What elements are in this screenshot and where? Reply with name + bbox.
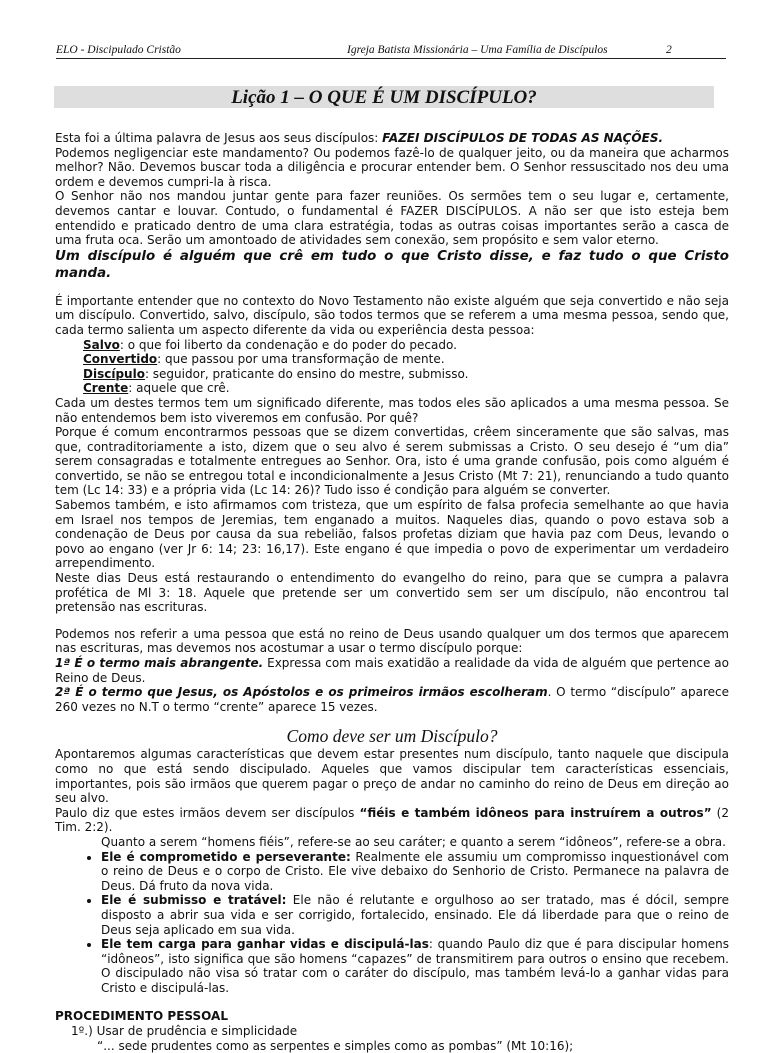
section-subtitle: Como deve ser um Discípulo? [286,726,498,747]
paragraph: Apontaremos algumas características que devem estar presentes num discípulo, tanto naquele que discipula como no que está sendo discipulado. Aqueles que vamos discipular tem características essenciais, importantes, pois são irmãos que querem pagar o preço de andar no caminho do reino de Deus em direção ao seu alvo. [55,747,729,806]
page-number: 2 [666,44,672,56]
paragraph: Cada um destes termos tem um significado diferente, mas todos eles são aplicados a uma mesma pessoa. Se não entendemos bem isto viveremos em confusão. Por quê? [55,395,729,425]
paragraph: Porque é comum encontrarmos pessoas que se dizem convertidas, crêem sinceramente que são salvas, mas que, contraditoriamente a isto, dizem que o seu alvo é serem submissas a Cristo. O seu desejo é “um dia” serem consagradas e totalmente entregues ao Senhor. Ora, isto é uma grande confusão, pois como alguém é convertido, se não se entregou total e incondicionalmente a Jesus Cristo (Mt 7: 21), renunciando a tudo quanto tem (Lc 14: 33) e a própria vida (Lc 14: 26)? Tudo isso é condição para alguém se converter. [55,425,729,498]
command-emphasis: FAZEI DISCÍPULOS DE TODAS AS NAÇÕES. [382,131,664,145]
header-left: ELO - Discipulado Cristão [56,44,181,56]
paragraph: Sabemos também, e isto afirmamos com tristeza, que um espírito de falsa profecia semelhante ao que havia em Israel nos tempos de Jeremias, tem enganado a muitos. Naqueles dias, quando o povo estava sob a condenação de Deus por causa da sua rebelião, falsos profetas diziam que havia paz com Deus, levando o povo ao engano (ver Jr 6: 14; 23: 16,17). Este engano é que impedia o povo de experimentar um verdadeiro arrependimento. [55,498,729,571]
reason-2: 2ª É o termo que Jesus, os Apóstolos e os primeiros irmãos escolheram. O termo “discípulo” aparece 260 vezes no N.T o termo “crente” aparece 15 vezes. [55,685,729,714]
reason-1: 1ª É o termo mais abrangente. Expressa com mais exatidão a realidade da vida de alguém que pertence ao Reino de Deus. [55,656,730,685]
procedure-item: 1º.) Usar de prudência e simplicidade [71,1024,298,1039]
running-header [56,44,726,59]
list-item: • Ele é submisso e tratável: Ele não é relutante e orgulhoso ao ser tratado, mas é dócil, sempre disposto a abrir sua vida e ser corrigido, fortalecido, ensinado. Ele dá liberdade para que o reino de Deus seja aplicado em sua vida. [101,893,729,937]
list-item: • Ele é comprometido e perseverante: Realmente ele assumiu um compromisso inquestionável com o reino de Deus e o corpo de Cristo. Ele vive debaixo do Senhorio de Cristo. Permanece na palavra de Deus. Dá fruto da nova vida. [101,850,729,894]
procedure-quote: “... sede prudentes como as serpentes e simples como as pombas” (Mt 10:16); [97,1038,574,1053]
document-body [55,131,729,1053]
term-item: Discípulo: seguidor, praticante do ensino do mestre, submisso. [83,366,469,381]
paragraph-intro: Esta foi a última palavra de Jesus aos seus discípulos: FAZEI DISCÍPULOS DE TODAS AS NAÇÕES. [55,131,664,145]
paragraph: Quanto a serem “homens fiéis”, refere-se ao seu caráter; e quanto a serem “idôneos”, refere-se a obra. [101,834,726,849]
term-item: Salvo: o que foi liberto da condenação e do poder do pecado. [83,337,457,352]
term-item: Crente: aquele que crê. [83,381,230,396]
lesson-title: Lição 1 – O QUE É UM DISCÍPULO? [231,87,537,108]
term-item: Convertido: que passou por uma transformação de mente. [83,352,445,367]
paragraph: É importante entender que no contexto do Novo Testamento não existe alguém que seja convertido e não seja um discípulo. Convertido, salvo, discípulo, são todos termos que se referem a uma mesma pessoa, sendo que, cada termo salienta um aspecto diferente da vida ou experiência desta pessoa: [55,293,729,337]
header-center: Igreja Batista Missionária – Uma Família de Discípulos [347,44,608,56]
list-item: • Ele tem carga para ganhar vidas e discipulá-las: quando Paulo diz que é para discipular homens “idôneos”, isto significa que são homens “capazes” de transmitirem para outros o ensino que recebem. O discipulado não visa só tratar com o caráter do discípulo, mas também levá-lo a ganhar vidas para Cristo e discipulá-las. [101,937,729,995]
paragraph: O Senhor não nos mandou juntar gente para fazer reuniões. Os sermões tem o seu lugar e, certamente, devemos cantar e louvar. Contudo, o fundamental é FAZER DISCÍPULOS. A não ser que isto esteja bem entendido e praticado dentro de uma clara estratégia, todas as outras coisas importantes serão a casca de uma fruta oca. Serão um amontoado de atividades sem conexão, sem propósito e sem valor eterno. [55,189,729,248]
procedure-heading: PROCEDIMENTO PESSOAL [55,1009,228,1024]
disciple-definition: Um discípulo é alguém que crê em tudo o que Cristo disse, e faz tudo o que Cristo manda. [55,248,729,281]
characteristics-list [55,850,729,996]
paragraph-quote: Paulo diz que estes irmãos devem ser discípulos “fiéis e também idôneos para instruírem a outros” (2 Tim. 2:2). [55,805,729,835]
paragraph: Podemos nos referir a uma pessoa que está no reino de Deus usando qualquer um dos termos que aparecem nas escrituras, mas devemos nos acostumar a usar o termo discípulo porque: [55,626,729,656]
paragraph: Neste dias Deus está restaurando o entendimento do evangelho do reino, para que se cumpra a palavra profética de Ml 3: 18. Aquele que pretende ser um convertido sem ser um discípulo, não encontrou tal pretensão nas escrituras. [55,571,729,615]
paragraph: Podemos negligenciar este mandamento? Ou podemos fazê-lo de qualquer jeito, ou da maneira que acharmos melhor? Não. Devemos buscar toda a diligência e procurar entender bem. O Senhor ressuscitado nos deu uma ordem e devemos cumpri-la à risca. [55,145,729,189]
